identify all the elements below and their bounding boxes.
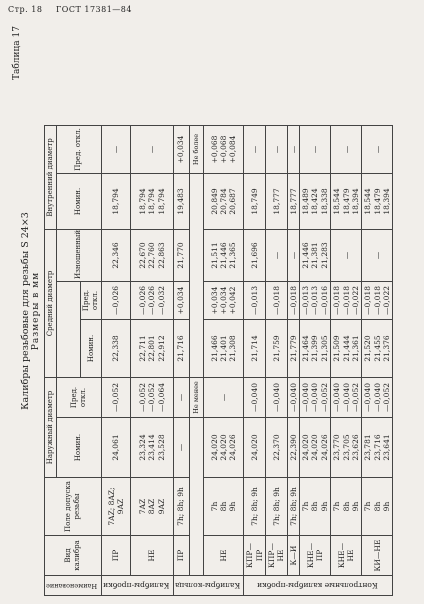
- cell-tol: 7h; 8h; 9h: [287, 478, 299, 536]
- cell-outer_nom: —: [173, 418, 189, 478]
- page-label: Стр. 18: [8, 5, 43, 14]
- cell-outer_dev: —0,040 —0,040 —0,052: [300, 377, 331, 417]
- cell-inner_dev: +0,034: [173, 125, 189, 173]
- cell-tol: 7h 8h 9h: [362, 478, 393, 536]
- group-cell-koltsa: [173, 576, 244, 596]
- cell-kind: КПР—ПР: [244, 536, 266, 576]
- cell-worn: —: [265, 229, 287, 281]
- cell-mid_nom: 21,716: [173, 319, 189, 377]
- cell-kind: К—И: [287, 536, 299, 576]
- cell-mid_nom: 21,520 21,455 21,376: [362, 319, 393, 377]
- cell-mid_nom: 22,711 22,801 22,912: [131, 319, 173, 377]
- cell-mid_dev: —0,018: [287, 281, 299, 319]
- col-inner-nom: Номин.: [56, 173, 101, 229]
- cell-inner_nom: 18,489 18,424 18,338: [300, 173, 331, 229]
- cell-inner_nom: 18,794: [101, 173, 131, 229]
- table-row: [173, 27, 189, 596]
- col-mid-nom: Номин.: [81, 319, 102, 377]
- cell-mid_dev: +0,034 +0,034 +0,042: [203, 281, 243, 319]
- cell-tol: 7h; 8h; 9h: [265, 478, 287, 536]
- cell-mid_nom: 21,466 21,401 21,308: [203, 319, 243, 377]
- table-row: [203, 27, 243, 596]
- col-mid-dev: Пред. откл.: [81, 281, 102, 319]
- table-body: [101, 27, 393, 596]
- cell-tol: 7h 8h 9h: [300, 478, 331, 536]
- cell-outer_dev: —: [203, 377, 243, 417]
- cell-mid_nom: 22,338: [101, 319, 131, 377]
- table-row: [331, 27, 362, 596]
- cell-mid_dev: —0,018 —0,018 —0,022: [362, 281, 393, 319]
- cell-kind: ПР: [101, 536, 131, 576]
- col-outer: Наружный диаметр: [45, 377, 57, 477]
- cell-outer_dev: —0,052: [101, 377, 131, 417]
- ne-menee-row: [189, 27, 203, 596]
- cell-worn: 21,511 21,446 21,365: [203, 229, 243, 281]
- group-label: Калибры-пробки: [102, 581, 170, 591]
- cell-mid_nom: 21,759: [265, 319, 287, 377]
- cell-inner_nom: 18,544 18,479 18,394: [362, 173, 393, 229]
- cell-tol: 7AZ 8AZ 9AZ: [131, 478, 173, 536]
- table-title: Калибры резьбовые для резьбы S 24×3: [20, 212, 31, 410]
- cell-outer_nom: 24,020 24,020 24,026: [300, 418, 331, 478]
- cell-outer_nom: 23,324 23,414 23,528: [131, 418, 173, 478]
- cell-inner_nom: 20,849 20,784 20,687: [203, 173, 243, 229]
- gost-number: ГОСТ 17381—84: [56, 5, 132, 14]
- cell-mid_dev: —0,018 —0,018 —0,022: [331, 281, 362, 319]
- cell-outer_dev: —0,040: [244, 377, 266, 417]
- table-row: [300, 27, 331, 596]
- table-row: [244, 27, 266, 596]
- table-number: Таблица 17: [12, 26, 22, 80]
- table-row: [287, 27, 299, 596]
- group-label: Калибры-кольца: [174, 581, 240, 591]
- cell-inner_dev: +0,068 +0,068 +0,084: [203, 125, 243, 173]
- cell-worn: —: [362, 229, 393, 281]
- cell-mid_dev: —0,026: [101, 281, 131, 319]
- table-row: [265, 27, 287, 596]
- cell-kind: НЕ: [131, 536, 173, 576]
- cell-outer_dev: —0,040: [265, 377, 287, 417]
- cell-inner_nom: 19,483: [173, 173, 189, 229]
- table-row: [362, 27, 393, 596]
- cell-tol: 7h; 8h; 9h: [244, 478, 266, 536]
- group-cell-probki: [101, 576, 173, 596]
- cell-mid_nom: 21,464 21,399 21,305: [300, 319, 331, 377]
- cell-outer_nom: 24,061: [101, 418, 131, 478]
- cell-outer_dev: —0,052 —0,052 —0,064: [131, 377, 173, 417]
- cell-outer_nom: 22,390: [287, 418, 299, 478]
- group-label: Контрольные калибры-пробки: [256, 581, 378, 591]
- table-row: [131, 27, 173, 596]
- cell-kind: КИ—НЕ: [362, 536, 393, 576]
- cell-inner_dev: —: [244, 125, 266, 173]
- cell-kind: ПР: [173, 536, 189, 576]
- cell-inner_dev: —: [287, 125, 299, 173]
- cell-mid_nom: 21,779: [287, 319, 299, 377]
- cell-tol: 7h 8h 9h: [203, 478, 243, 536]
- table-units: Размеры в мм: [31, 271, 41, 351]
- cell-inner_nom: 18,749: [244, 173, 266, 229]
- cell-worn: —: [331, 229, 362, 281]
- cell-outer_nom: 22,370: [265, 418, 287, 478]
- ne-menee-label: Не менее: [189, 377, 203, 417]
- cell-outer_dev: —: [173, 377, 189, 417]
- col-inner: Внутренний диаметр: [45, 125, 57, 229]
- cell-inner_nom: 18,544 18,479 18,394: [331, 173, 362, 229]
- gauge-table: [44, 26, 393, 596]
- col-kind: Вид калибра: [45, 536, 102, 576]
- col-group-name: Наименование: [46, 581, 98, 590]
- cell-worn: —: [287, 229, 299, 281]
- cell-mid_dev: —0,013 —0,013 —0,016: [300, 281, 331, 319]
- ne-bolee-label: Не более: [189, 125, 203, 173]
- cell-tol: 7h; 8h; 9h: [173, 478, 189, 536]
- col-mid-sub: [56, 281, 81, 377]
- col-tolerance: Поле допуска резьбы: [45, 478, 102, 536]
- cell-inner_nom: 18,777: [287, 173, 299, 229]
- cell-outer_dev: —0,040 —0,040 —0,052: [331, 377, 362, 417]
- cell-mid_dev: —0,018: [265, 281, 287, 319]
- col-outer-dev: Пред. откл.: [56, 377, 101, 417]
- cell-inner_dev: —: [101, 125, 131, 173]
- cell-outer_nom: 23,770 23,705 23,626: [331, 418, 362, 478]
- cell-outer_nom: 24,020: [244, 418, 266, 478]
- cell-inner_nom: 18,794 18,794 18,794: [131, 173, 173, 229]
- col-middle: Средний диаметр: [45, 229, 57, 377]
- cell-mid_nom: 21,714: [244, 319, 266, 377]
- cell-worn: 21,770: [173, 229, 189, 281]
- cell-inner_dev: —: [131, 125, 173, 173]
- cell-inner_nom: 18,777: [265, 173, 287, 229]
- cell-inner_dev: —: [331, 125, 362, 173]
- cell-tol: 7AZ; 8AZ; 9AZ: [101, 478, 131, 536]
- cell-kind: НЕ: [203, 536, 243, 576]
- cell-kind: КПР—НЕ: [265, 536, 287, 576]
- col-worn: Изношенный: [56, 229, 101, 281]
- cell-inner_dev: —: [300, 125, 331, 173]
- cell-mid_dev: —0,013: [244, 281, 266, 319]
- cell-outer_dev: —0,040 —0,040 —0,052: [362, 377, 393, 417]
- cell-worn: 22,670 22,760 22,863: [131, 229, 173, 281]
- cell-outer_nom: 23,781 23,716 23,641: [362, 418, 393, 478]
- cell-mid_dev: —0,026 —0,026 —0,032: [131, 281, 173, 319]
- cell-worn: 21,696: [244, 229, 266, 281]
- group-cell-control: [244, 576, 393, 596]
- table-row: [101, 27, 131, 596]
- cell-tol: 7h 8h 9h: [331, 478, 362, 536]
- rotated-table-page: [14, 26, 412, 596]
- cell-kind: КНЕ—ПР: [300, 536, 331, 576]
- cell-worn: 22,346: [101, 229, 131, 281]
- cell-outer_nom: 24,020 24,020 24,026: [203, 418, 243, 478]
- cell-kind: КНЕ—НЕ: [331, 536, 362, 576]
- cell-inner_dev: —: [362, 125, 393, 173]
- cell-outer_dev: —0,040: [287, 377, 299, 417]
- cell-mid_nom: 21,509 21,444 21,361: [331, 319, 362, 377]
- cell-mid_dev: +0,034: [173, 281, 189, 319]
- cell-inner_dev: —: [265, 125, 287, 173]
- col-outer-nom: Номин.: [56, 418, 101, 478]
- col-inner-dev: Пред. откл.: [56, 125, 101, 173]
- cell-worn: 21,446 21,381 21,283: [300, 229, 331, 281]
